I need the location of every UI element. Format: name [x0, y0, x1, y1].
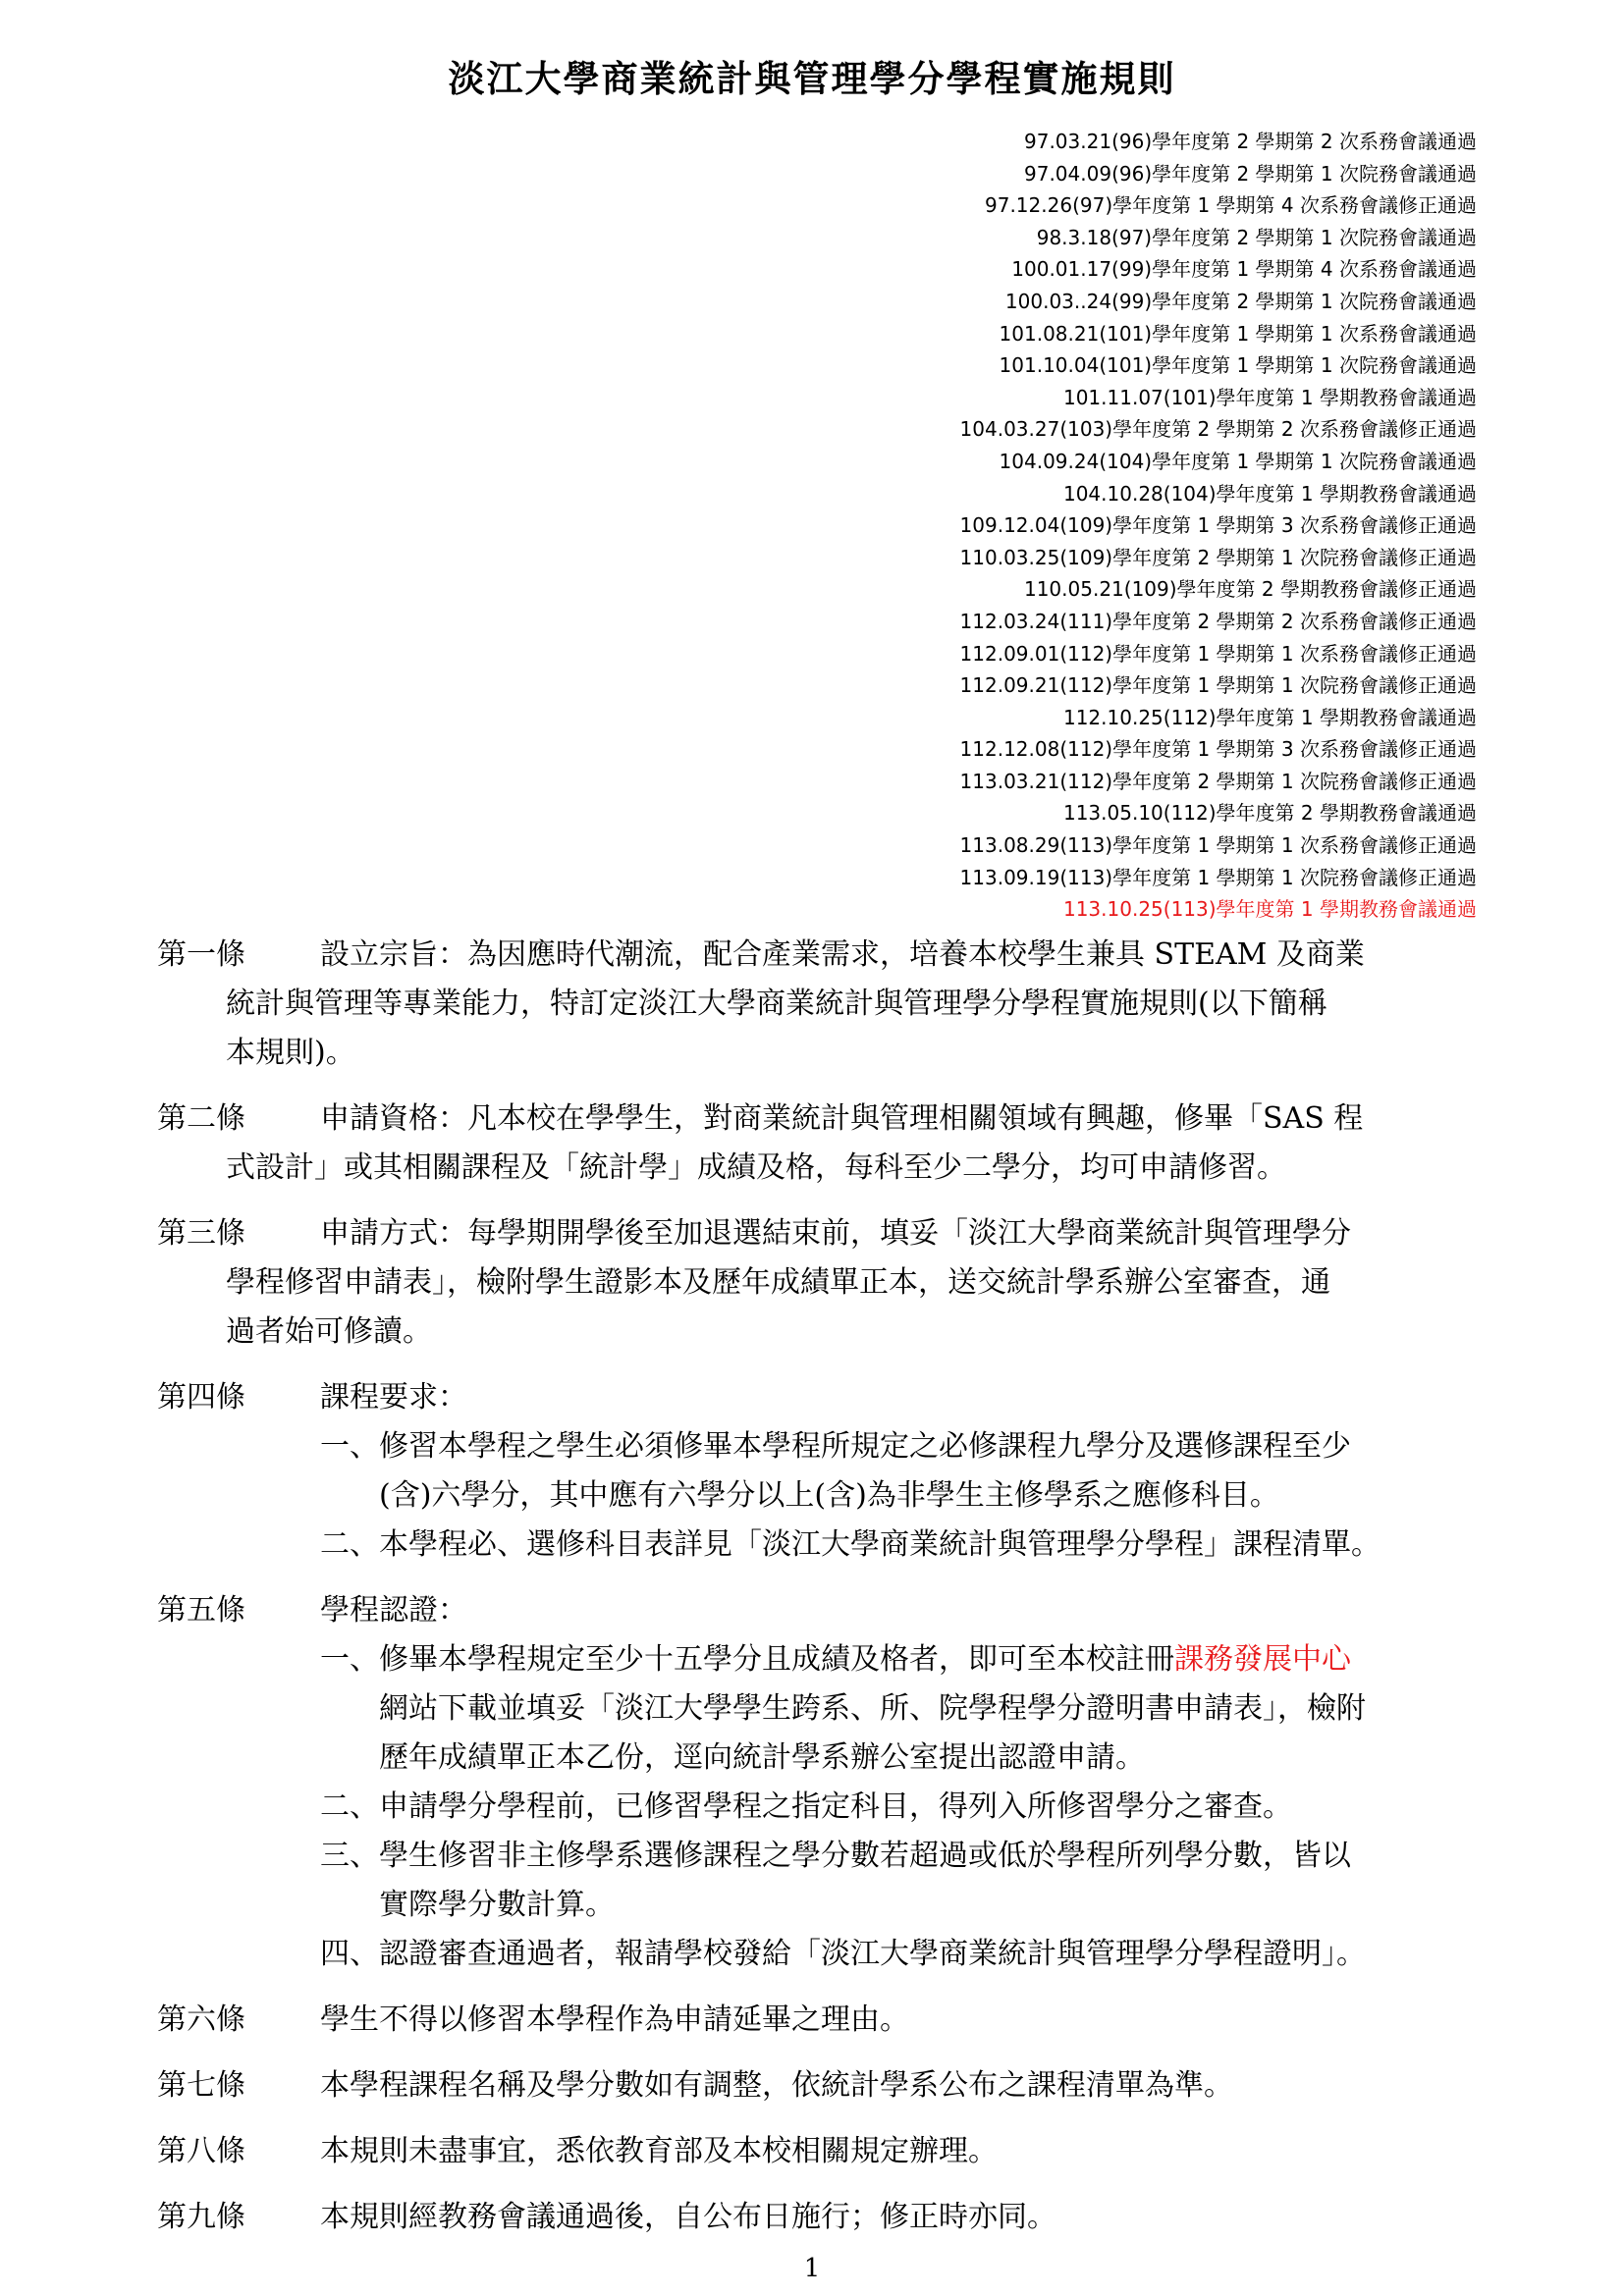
highlighted-office-name: 課務發展中心 [1174, 1642, 1351, 1677]
article-1 [157, 931, 1483, 1078]
history-line: 97.04.09(96)學年度第 2 學期第 1 次院務會議通過 [1024, 161, 1477, 186]
item-line: 學生修習非主修學系選修課程之學分數若超過或低於學程所列學分數，皆以 [379, 1839, 1351, 1873]
item-text [379, 1832, 1483, 1930]
article-4 [157, 1373, 1483, 1570]
history-line: 110.03.25(109)學年度第 2 學期第 1 次院務會議修正通過 [959, 545, 1477, 569]
history-line: 112.12.08(112)學年度第 1 學期第 3 次系務會議修正通過 [959, 737, 1477, 762]
list-item [320, 1783, 1483, 1832]
item-number: 三、 [320, 1839, 379, 1873]
item-number: 一、 [320, 1429, 379, 1464]
item-text [379, 1930, 1483, 1979]
article-label: 第八條 [157, 2134, 245, 2168]
history-line: 104.03.27(103)學年度第 2 學期第 2 次系務會議修正通過 [959, 417, 1477, 442]
article-7 [157, 2061, 1483, 2110]
article-3 [157, 1209, 1483, 1357]
item-line-text: 修畢本學程規定至少十五學分且成績及格者，即可至本校註冊 [379, 1642, 1174, 1677]
item-line [379, 1635, 1483, 1684]
article-content [226, 1209, 1483, 1357]
article-9 [157, 2193, 1483, 2242]
article-line: 本學程課程名稱及學分數如有調整，依統計學系公布之課程清單為準。 [320, 2068, 1233, 2103]
item-number: 四、 [320, 1937, 379, 1971]
history-line: 97.12.26(97)學年度第 1 學期第 4 次系務會議修正通過 [985, 193, 1477, 218]
item-number: 二、 [320, 1789, 379, 1824]
history-line: 101.08.21(101)學年度第 1 學期第 1 次系務會議通過 [999, 321, 1477, 346]
item-text [379, 1422, 1483, 1521]
history-line: 112.09.01(112)學年度第 1 學期第 1 次系務會議修正通過 [959, 641, 1477, 666]
article-label: 第六條 [157, 2002, 245, 2037]
item-number: 二、 [320, 1527, 379, 1562]
article-items [320, 1422, 1483, 1570]
history-line: 112.09.21(112)學年度第 1 學期第 1 次院務會議修正通過 [959, 673, 1477, 698]
article-line: 本規則未盡事宜，悉依教育部及本校相關規定辦理。 [320, 2134, 998, 2168]
history-line: 104.10.28(104)學年度第 1 學期教務會議通過 [1062, 481, 1477, 506]
regulation-body [157, 931, 1483, 2259]
list-item [320, 1832, 1483, 1930]
item-line: 網站下載並填妥「淡江大學學生跨系、所、院學程學分證明書申請表」，檢附 [379, 1691, 1366, 1726]
history-line: 110.05.21(109)學年度第 2 學期教務會議修正通過 [1023, 577, 1477, 602]
article-label: 第三條 [157, 1216, 245, 1251]
history-line: 100.01.17(99)學年度第 1 學期第 4 次系務會議通過 [1011, 257, 1477, 282]
history-line: 104.09.24(104)學年度第 1 學期第 1 次院務會議通過 [999, 449, 1477, 473]
article-content [320, 2061, 1483, 2110]
history-line: 112.03.24(111)學年度第 2 學期第 2 次系務會議修正通過 [959, 609, 1477, 633]
article-line: 學生不得以修習本學程作為申請延畢之理由。 [320, 2002, 909, 2037]
history-line: 113.03.21(112)學年度第 2 學期第 1 次院務會議修正通過 [959, 769, 1477, 793]
article-label: 第四條 [157, 1380, 245, 1415]
article-label: 第一條 [157, 937, 245, 972]
article-line: 本規則經教務會議通過後，自公布日施行；修正時亦同。 [320, 2200, 1056, 2234]
article-line: 統計與管理等專業能力，特訂定淡江大學商業統計與管理學分學程實施規則(以下簡稱 [226, 987, 1327, 1021]
revision-history [731, 126, 1477, 926]
article-items [320, 1635, 1483, 1979]
article-heading: 學程認證： [320, 1593, 467, 1628]
document-title: 淡江大學商業統計與管理學分學程實施規則 [448, 58, 1176, 100]
history-line-latest: 113.10.25(113)學年度第 1 學期教務會議通過 [1062, 897, 1477, 922]
article-heading: 課程要求： [320, 1380, 467, 1415]
history-line: 98.3.18(97)學年度第 2 學期第 1 次院務會議通過 [1036, 225, 1477, 249]
history-line: 97.03.21(96)學年度第 2 學期第 2 次系務會議通過 [1024, 130, 1477, 153]
item-line: 認證審查通過者，報請學校發給「淡江大學商業統計與管理學分學程證明」。 [379, 1937, 1366, 1971]
item-text [379, 1521, 1483, 1570]
history-line: 100.03..24(99)學年度第 2 學期第 1 次院務會議通過 [1004, 289, 1477, 313]
item-line: 實際學分數計算。 [379, 1888, 615, 1922]
item-number: 一、 [320, 1642, 379, 1677]
item-text [379, 1635, 1483, 1783]
article-2 [157, 1095, 1483, 1193]
article-content [320, 1996, 1483, 2045]
item-line: 申請學分學程前，已修習學程之指定科目，得列入所修習學分之審查。 [379, 1789, 1292, 1824]
history-line: 113.09.19(113)學年度第 1 學期第 1 次院務會議修正通過 [959, 865, 1477, 889]
article-content [320, 2193, 1483, 2242]
list-item [320, 1930, 1483, 1979]
item-line: 歷年成績單正本乙份，逕向統計學系辦公室提出認證申請。 [379, 1740, 1145, 1775]
article-label: 第九條 [157, 2200, 245, 2234]
article-line: 申請方式：每學期開學後至加退選結束前，填妥「淡江大學商業統計與管理學分 [320, 1216, 1351, 1251]
article-content [320, 2127, 1483, 2176]
article-content [320, 1586, 1483, 1979]
article-line: 學程修習申請表」，檢附學生證影本及歷年成績單正本，送交統計學系辦公室審查，通 [226, 1265, 1330, 1300]
history-line: 109.12.04(109)學年度第 1 學期第 3 次系務會議修正通過 [959, 513, 1477, 538]
article-line: 本規則)。 [226, 1036, 355, 1070]
list-item [320, 1422, 1483, 1521]
article-6 [157, 1996, 1483, 2045]
item-line: 本學程必、選修科目表詳見「淡江大學商業統計與管理學分學程」課程清單。 [379, 1527, 1380, 1562]
history-line: 112.10.25(112)學年度第 1 學期教務會議通過 [1062, 705, 1477, 729]
history-line: 113.05.10(112)學年度第 2 學期教務會議通過 [1062, 801, 1477, 826]
history-line: 101.11.07(101)學年度第 1 學期教務會議通過 [1062, 385, 1477, 409]
list-item [320, 1521, 1483, 1570]
article-line: 申請資格：凡本校在學學生，對商業統計與管理相關領域有興趣，修畢「SAS 程 [320, 1101, 1364, 1136]
history-line: 113.08.29(113)學年度第 1 學期第 1 次系務會議修正通過 [959, 833, 1477, 858]
article-label: 第五條 [157, 1593, 245, 1628]
article-line: 過者始可修讀。 [226, 1314, 432, 1349]
article-label: 第二條 [157, 1101, 245, 1136]
article-content [320, 1373, 1483, 1570]
article-line: 式設計」或其相關課程及「統計學」成績及格，每科至少二學分，均可申請修習。 [226, 1150, 1286, 1185]
article-line: 設立宗旨：為因應時代潮流，配合產業需求，培養本校學生兼具 STEAM 及商業 [320, 937, 1365, 972]
page-number: 1 [803, 2254, 821, 2283]
article-content [226, 1095, 1483, 1193]
article-content [226, 931, 1483, 1078]
item-line: 修習本學程之學生必須修畢本學程所規定之必修課程九學分及選修課程至少 [379, 1429, 1351, 1464]
item-line: (含)六學分，其中應有六學分以上(含)為非學生主修學系之應修科目。 [379, 1478, 1279, 1513]
list-item [320, 1635, 1483, 1783]
article-label: 第七條 [157, 2068, 245, 2103]
article-8 [157, 2127, 1483, 2176]
item-text [379, 1783, 1483, 1832]
history-line: 101.10.04(101)學年度第 1 學期第 1 次院務會議通過 [999, 353, 1477, 378]
article-5 [157, 1586, 1483, 1979]
